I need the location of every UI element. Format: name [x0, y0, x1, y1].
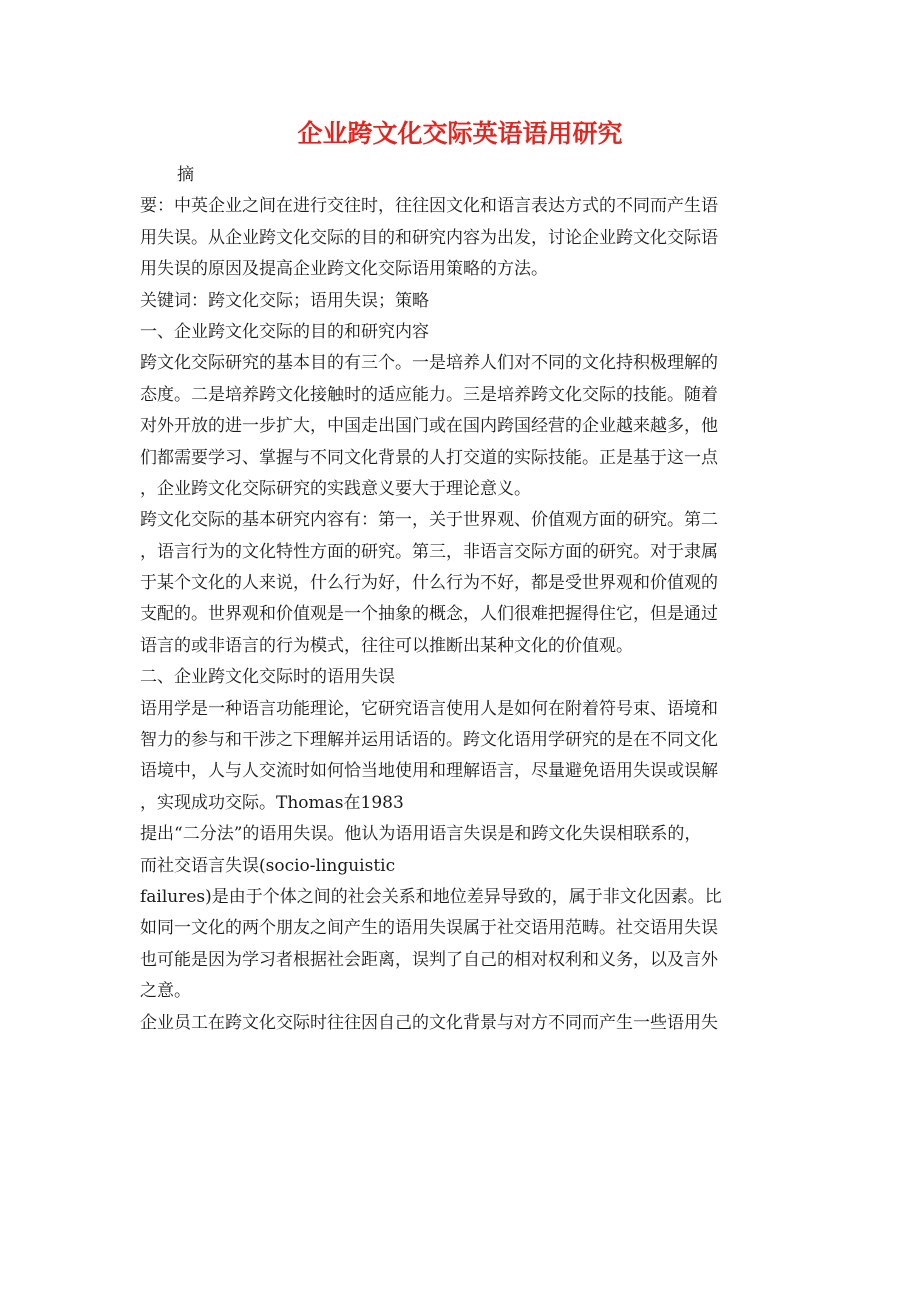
keywords-line: 关键词：跨文化交际；语用失误；策略	[140, 290, 429, 311]
body-line: 提出“二分法”的语用失误。他认为语用语言失误是和跨文化失误相联系的，	[140, 824, 702, 845]
body-line: ，实现成功交际。Thomas在1983	[140, 792, 404, 813]
body-line: 而社交语言失误(socio-linguistic	[140, 855, 396, 876]
body-line: 用失误的原因及提高企业跨文化交际语用策略的方法。	[140, 259, 548, 280]
body-line: 于某个文化的人来说，什么行为好，什么行为不好，都是受世界观和价值观的	[140, 573, 718, 594]
body-line: ，语言行为的文化特性方面的研究。第三，非语言交际方面的研究。对于隶属	[140, 541, 718, 562]
body-line: 如同一文化的两个朋友之间产生的语用失误属于社交语用范畴。社交语用失误	[140, 918, 718, 939]
section-heading-1: 一、企业跨文化交际的目的和研究内容	[140, 321, 429, 342]
body-line: 语用学是一种语言功能理论，它研究语言使用人是如何在附着符号束、语境和	[140, 698, 718, 719]
body-line: 跨文化交际研究的基本目的有三个。一是培养人们对不同的文化持积极理解的	[140, 353, 718, 374]
body-line: 语境中，人与人交流时如何恰当地使用和理解语言，尽量避免语用失误或误解	[140, 761, 718, 782]
body-line: 企业员工在跨文化交际时往往因自己的文化背景与对方不同而产生一些语用失	[140, 1012, 718, 1033]
body-line: 语言的或非语言的行为模式，往往可以推断出某种文化的价值观。	[140, 635, 633, 656]
body-line: 之意。	[140, 981, 191, 1002]
document-title: 企业跨文化交际英语语用研究	[297, 119, 623, 148]
body-line: 对外开放的进一步扩大，中国走出国门或在国内跨国经营的企业越来越多，他	[140, 416, 718, 437]
body-line: ，企业跨文化交际研究的实践意义要大于理论意义。	[140, 478, 531, 499]
body-line: 们都需要学习、掌握与不同文化背景的人打交道的实际技能。正是基于这一点	[140, 447, 718, 468]
body-line: failures)是由于个体之间的社会关系和地位差异导致的，属于非文化因素。比	[140, 886, 722, 907]
body-line: 智力的参与和干涉之下理解并运用话语的。跨文化语用学研究的是在不同文化	[140, 730, 718, 751]
body-line: 态度。二是培养跨文化接触时的适应能力。三是培养跨文化交际的技能。随着	[140, 384, 718, 405]
section-heading-2: 二、企业跨文化交际时的语用失误	[140, 667, 395, 688]
document-body	[140, 160, 780, 1039]
abstract-label-line: 摘	[177, 165, 194, 185]
body-line: 要：中英企业之间在进行交往时，往往因文化和语言表达方式的不同而产生语	[140, 196, 718, 217]
body-line: 用失误。从企业跨文化交际的目的和研究内容为出发，讨论企业跨文化交际语	[140, 227, 718, 248]
body-line: 也可能是因为学习者根据社会距离，误判了自己的相对权利和义务，以及言外	[140, 949, 718, 970]
body-line: 支配的。世界观和价值观是一个抽象的概念，人们很难把握得住它，但是通过	[140, 604, 718, 625]
body-line: 跨文化交际的基本研究内容有：第一，关于世界观、价值观方面的研究。第二	[140, 510, 718, 531]
